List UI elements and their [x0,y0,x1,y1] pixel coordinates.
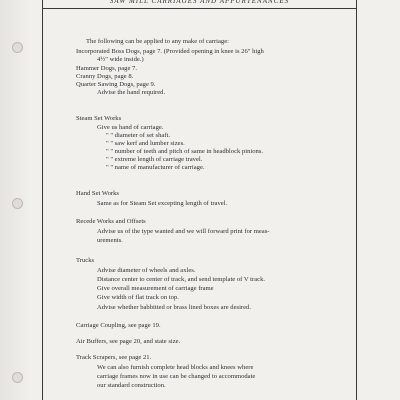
text-line: " " diameter of set shaft. [106,132,170,139]
text-line: " " name of manufacturer of carriage. [106,164,205,171]
punch-hole [12,42,23,53]
frame-top-rule [42,8,357,9]
section-heading: Trucks [76,257,95,264]
section-heading: Hand Set Works [76,190,119,197]
text-line: Give overall measurement of carriage frame [97,285,214,292]
text-line: We can also furnish complete head blocks and knees where [97,364,254,371]
section-heading: Track Scrapers, see page 21. [76,354,152,361]
section-heading: Carriage Coupling, see page 19. [76,322,161,329]
text-line: " " extreme length of carriage travel. [106,156,203,163]
section-heading: Air Buffers, see page 20, and state size. [76,338,181,345]
text-line: urements. [97,237,123,244]
punch-hole [12,372,23,383]
text-line: Cranny Dogs, page 8. [76,73,134,80]
text-line: Advise the hand required. [97,89,166,96]
text-line: Same as for Steam Set excepting length of travel. [97,200,228,207]
text-line: carriage frames now in use can be changed to accommodate [97,373,256,380]
text-line: Advise diameter of wheels and axles. [97,267,196,274]
text-line: our standard construction. [97,382,166,389]
text-line: Distance center to center of track, and send template of V track. [97,276,266,283]
intro-text: The following can be applied to any make of carriage: [86,38,229,45]
text-line: Hammer Dogs, page 7. [76,65,137,72]
text-line: Give width of flat track on top. [97,294,179,301]
frame-left-rule [42,0,43,400]
text-line: Advise whether babbitted or brass lined boxes are desired. [97,304,251,311]
text-line: " " number of teeth and pitch of same in headblock pinions. [106,148,264,155]
text-line: Advise us of the type wanted and we will forward print for meas- [97,228,270,235]
text-line: Give us hand of carriage. [97,124,164,131]
text-line: 4½" wide inside.) [97,56,144,63]
section-heading: Steam Set Works [76,115,122,122]
page-header: SAW MILL CARRIAGES AND APPURTENANCES [109,0,290,5]
text-line: Incorporated Boss Dogs, page 7. (Provided opening in knee is 26" high [76,48,264,55]
text-line: Quarter Sawing Dogs, page 9. [76,81,156,88]
punch-hole [12,198,23,209]
text-line: " " saw kerf and lumber sizes. [106,140,185,147]
frame-right-rule [356,0,357,400]
section-heading: Recede Works and Offsets [76,218,146,225]
